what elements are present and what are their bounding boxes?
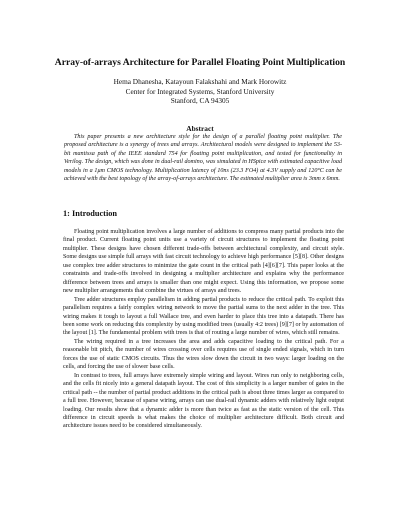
intro-paragraph: The wiring required in a tree increases the area and adds capacitive loading to the critical path. For a reasonable bit pitch, the number of wires crossing over cells requires use of single ended signals, which in turn forces the use of static CMOS circuits. Thus the wires slow down the circuit in two ways: larger loading on the cells, and forcing the use of slower base cells. [63,338,344,371]
author-affiliation: Center for Integrated Systems, Stanford University [125,86,275,96]
intro-paragraph: Floating point multiplication involves a large number of additions to compress many partial products into the final product. Current floating point units use a variety of circuit structures to implement the floating point multiplier. These designs have chosen different trade-offs between architectural complexity, and circuit style. Some designs use simple full arrays with fast circuit technology to achieve high performance [5][8]. Other designs use complex tree adder structures to minimize the gate count in the critical path [4][6][7]. This paper looks at the constraints and trade-offs involved in designing a multiplier architecture and explains why the performance difference between trees and arrays is smaller than one might expect. Using this information, we propose some new multiplier arrangements that combine the virtues of arrays and trees. [63,229,344,295]
abstract-heading: Abstract [186,124,214,133]
author-names: Hema Dhanesha, Katayoun Falakshahi and Mark Horowitz [113,77,287,86]
paper-title: Array-of-arrays Architecture for Parallel Floating Point Multiplication [54,57,346,68]
section-heading-introduction: 1: Introduction [63,209,118,218]
author-location: Stanford, CA 94305 [170,96,230,106]
author-block [20,77,380,106]
intro-paragraph: Tree adder structures employ parallelism in adding partial products to reduce the critical path. To exploit this parallelism requires a fairly complex wiring network to move the partial sums to the next adder in the tree. This wiring makes it tough to layout a full Wallace tree, and even harder to place this tree into a datapath. There has been some work on reducing this complexity by using modified trees (usually 4:2 trees) [9][7] or by automation of the layout [1]. The fundamental problem with trees is that of routing a large number of wires, which still remains. [63,296,344,337]
abstract-text: This paper presents a new architecture style for the design of a parallel floating point multiplier. The proposed architecture is a synergy of trees and arrays. Architectural models were designed to implement the 53-bit mantissa path of the IEEE standard 754 for floating point multiplication, and tested for functionality in Verilog. The design, which was done in dual-rail domino, was simulated in HSpice with estimated capacitive load models in a 1μm CMOS technology. Multiplication latency of 10ns (23.3 FO4) at 4.3V supply and 120°C can be achieved with the best topology of the array-of-arrays architecture. The estimated multiplier area is 3mm x 6mm. [64,134,342,183]
intro-paragraph: In contrast to trees, full arrays have extremely simple wiring and layout. Wires run only to neighboring cells, and the cells fit nicely into a general datapath layout. The cost of this simplicity is a larger number of gates in the critical path -- the number of partial product additions in the critical path is about three times larger as compared to a full tree. However, because of sparse wiring, arrays can use dual-rail dynamic adders with relatively light output loading. Our results show that a dynamic adder is more than twice as fast as the static version of the cell. This difference in circuit speeds is what makes the choice of multiplier architecture difficult. Both circuit and architecture issues need to be considered simultaneously. [63,372,344,430]
introduction-body [63,228,344,431]
